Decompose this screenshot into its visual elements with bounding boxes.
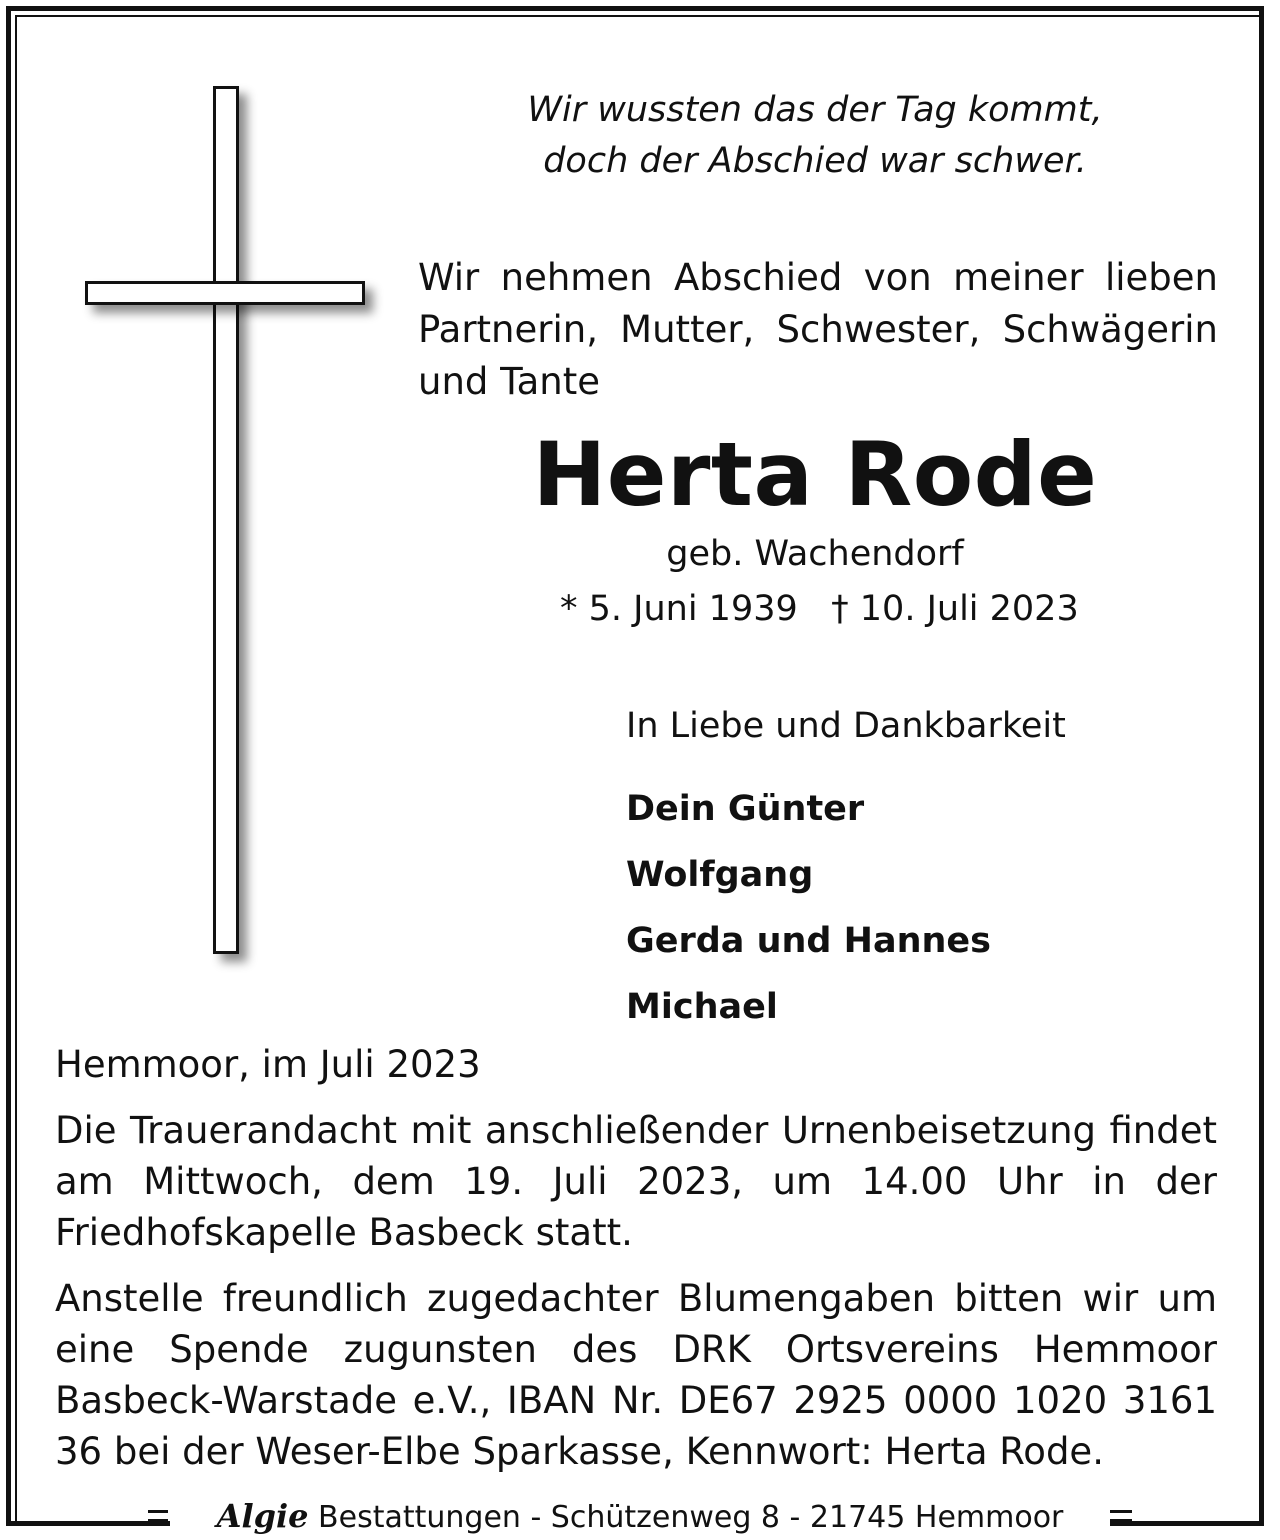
donation-notice: Anstelle freundlich zugedachter Blumengaben bitten wir um eine Spende zugunsten des DRK Ortsvereins Hemmoor Basbeck-Warstade e.V., IBAN Nr. DE67 2925 0000 1020 3161 36 bei der Weser-Elbe Sparkasse, Kennwort: Herta Rode.	[55, 1277, 1217, 1473]
cross-horizontal-beam	[85, 281, 365, 305]
cross-vertical-beam	[213, 86, 239, 954]
place-date: Hemmoor, im Juli 2023	[55, 1043, 481, 1086]
motto	[440, 85, 1190, 187]
motto-line-2: doch der Abschied war schwer.	[543, 141, 1087, 181]
life-dates	[530, 585, 1140, 633]
service-notice: Die Trauerandacht mit anschließender Urnenbeisetzung findet am Mittwoch, dem 19. Juli 2023, um 14.00 Uhr in der Friedhofskapelle Basbeck statt.	[55, 1109, 1217, 1254]
mourner-name: Gerda und Hannes	[626, 921, 991, 961]
birth-date: * 5. Juni 1939	[560, 589, 798, 629]
intro-paragraph: Wir nehmen Abschied von meiner lieben Partnerin, Mutter, Schwester, Schwägerin und Tante	[418, 256, 1218, 403]
footer-rule-right	[1110, 1510, 1132, 1522]
deceased-name: Herta Rode	[532, 423, 1098, 526]
cross-icon	[85, 86, 375, 966]
footer	[0, 1496, 1280, 1540]
funeral-home-address: Bestattungen - Schützenweg 8 - 21745 Hemmoor	[318, 1500, 1064, 1535]
mourner-name: Dein Günter	[626, 789, 865, 829]
mourners-list	[626, 776, 991, 1040]
maiden-name: geb. Wachendorf	[666, 534, 964, 574]
footer-line	[170, 1496, 1110, 1538]
mourner-name: Wolfgang	[626, 855, 814, 895]
funeral-home-logo: Algie	[216, 1497, 309, 1535]
death-date: † 10. Juli 2023	[831, 589, 1079, 629]
mourner-name: Michael	[626, 987, 778, 1027]
footer-rule-left	[148, 1510, 168, 1522]
closing-line: In Liebe und Dankbarkeit	[626, 706, 1066, 746]
motto-line-1: Wir wussten das der Tag kommt,	[527, 90, 1103, 130]
intro-text	[418, 252, 1218, 408]
